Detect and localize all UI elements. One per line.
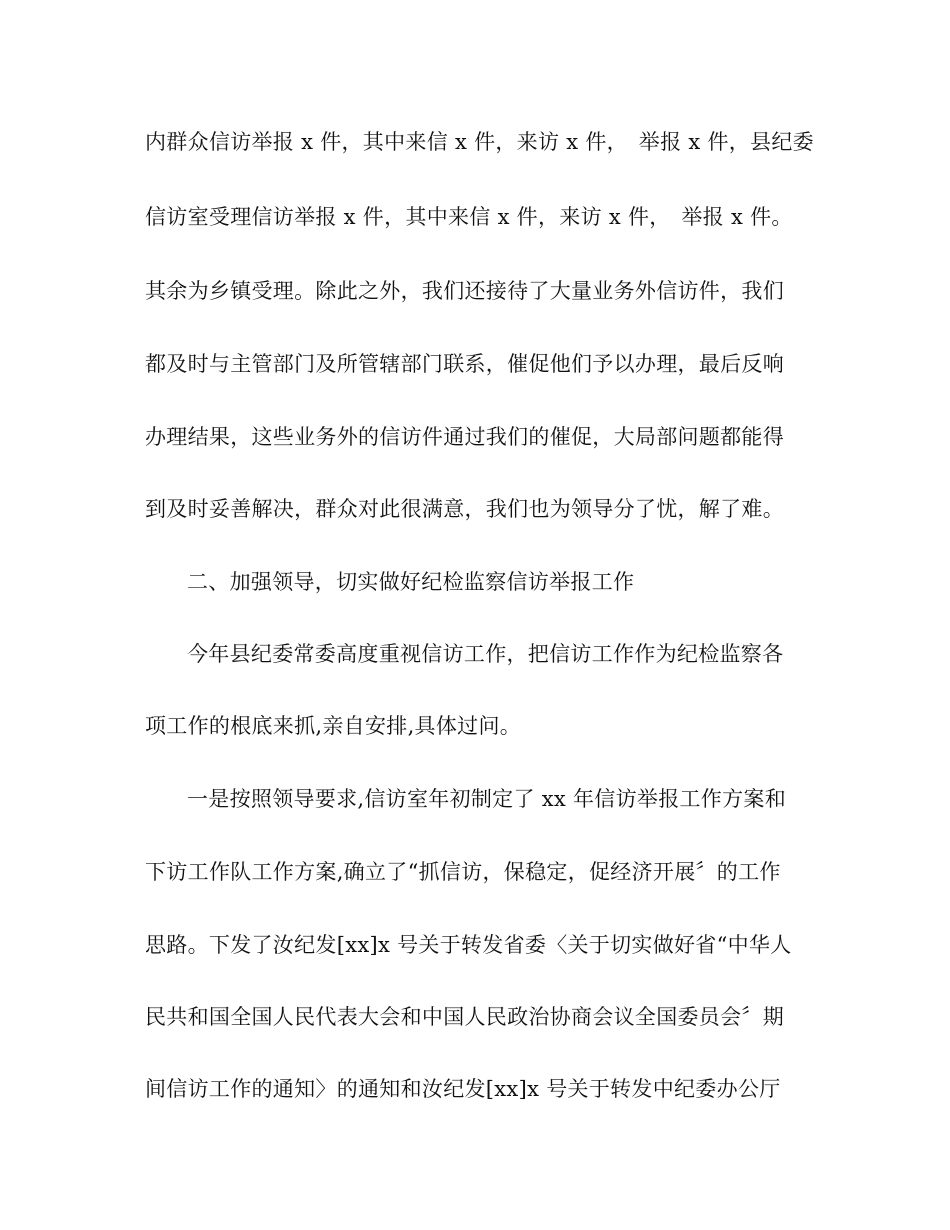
text-line-9: 项工作的根底来抓,亲自安排,具体过问。 — [145, 714, 522, 738]
text-line-2: 信访室受理信访举报 x 件，其中来信 x 件，来访 x 件， 举报 x 件。 — [145, 205, 793, 229]
text-line-5: 办理结果，这些业务外的信访件通过我们的催促，大局部问题都能得 — [145, 425, 784, 449]
text-line-4: 都及时与主管部门及所管辖部门联系，催促他们予以办理，最后反响 — [145, 352, 784, 376]
text-line-3: 其余为乡镇受理。除此之外，我们还接待了大量业务外信访件，我们 — [145, 279, 784, 303]
text-line-8: 今年县纪委常委高度重视信访工作，把信访工作作为纪检监察各 — [187, 642, 784, 666]
text-line-12: 思路。下发了汝纪发[xx]x 号关于转发省委〈关于切实做好省“中华人 — [145, 933, 792, 957]
text-line-6: 到及时妥善解决，群众对此很满意，我们也为领导分了忧，解了难。 — [145, 497, 784, 521]
text-line-10: 一是按照领导要求,信访室年初制定了 xx 年信访举报工作方案和 — [187, 787, 787, 811]
text-line-14: 间信访工作的通知〉的通知和汝纪发[xx]x 号关于转发中纪委办公厅 — [145, 1077, 781, 1101]
text-line-1: 内群众信访举报 x 件，其中来信 x 件，来访 x 件， 举报 x 件，县纪委 — [145, 130, 814, 154]
section-heading: 二、加强领导，切实做好纪检监察信访举报工作 — [187, 570, 635, 594]
text-line-11: 下访工作队工作方案,确立了“抓信访，保稳定，促经济开展〞的工作 — [145, 860, 781, 884]
text-line-13: 民共和国全国人民代表大会和中国人民政治协商会议全国委员会〞期 — [145, 1005, 784, 1029]
